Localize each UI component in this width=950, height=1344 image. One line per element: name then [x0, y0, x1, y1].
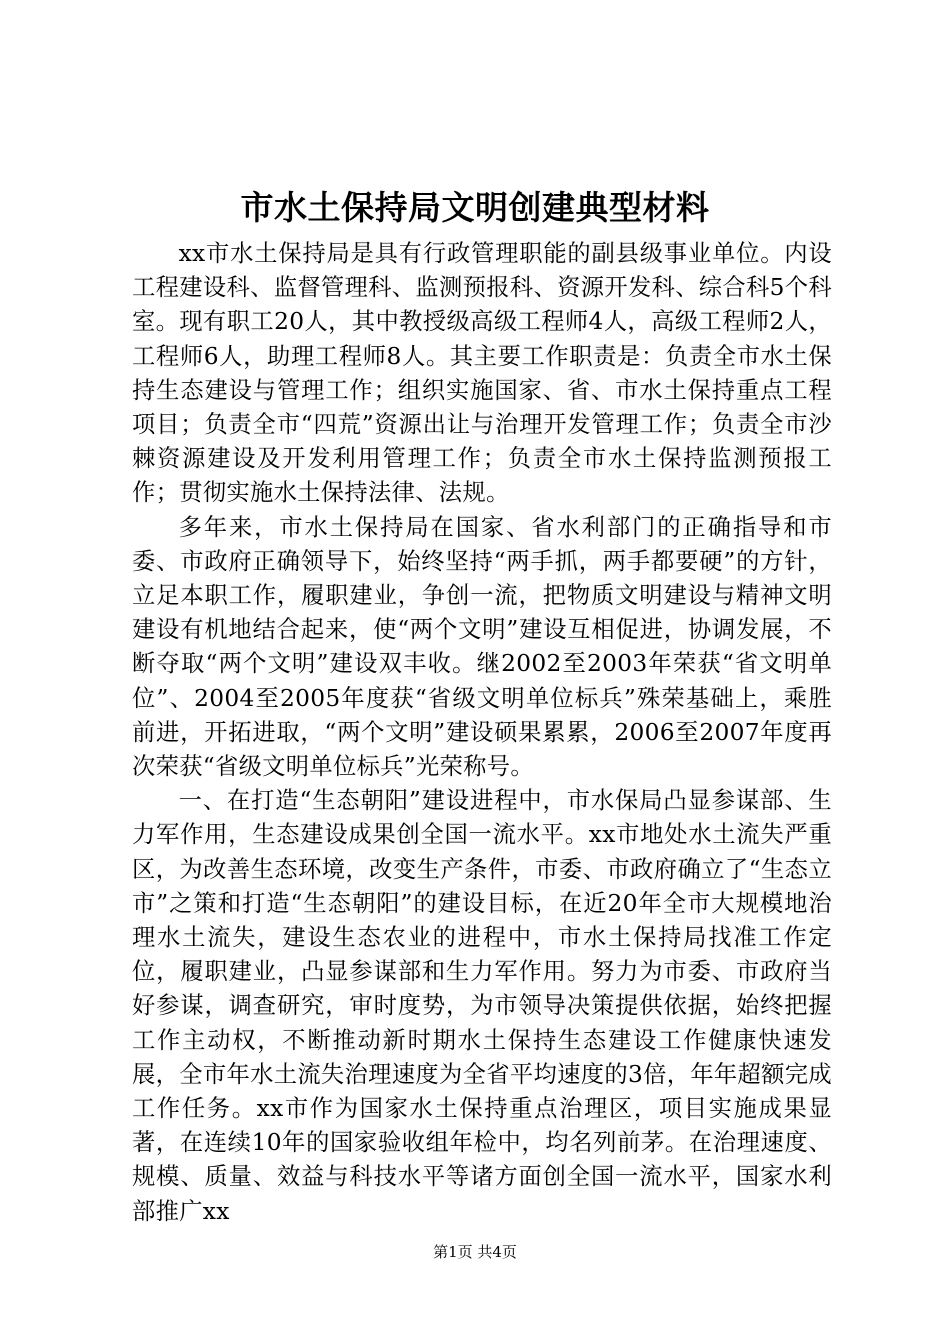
document-body — [132, 237, 832, 1229]
paragraph-achievements: 多年来，市水土保持局在国家、省水利部门的正确指导和市委、市政府正确领导下，始终坚持“两手抓，两手都要硬”的方针，立足本职工作，履职建业，争创一流，把物质文明建设与精神文明建设有机地结合起来，使“两个文明”建设互相促进，协调发展，不断夺取“两个文明”建设双丰收。继2002至2003年荣获“省文明单位”、2004至2005年度获“省级文明单位标兵”殊荣基础上，乘胜前进，开拓进取，“两个文明”建设硕果累累，2006至2007年度再次荣获“省级文明单位标兵”光荣称号。 — [132, 513, 832, 781]
paragraph-section-one: 一、在打造“生态朝阳”建设进程中，市水保局凸显参谋部、生力军作用，生态建设成果创全国一流水平。xx市地处水土流失严重区，为改善生态环境，改变生产条件，市委、市政府确立了“生态立市”之策和打造“生态朝阳”的建设目标，在近20年全市大规模地治理水土流失，建设生态农业的进程中，市水土保持局找准工作定位，履职建业，凸显参谋部和生力军作用。努力为市委、市政府当好参谋，调查研究，审时度势，为市领导决策提供依据，始终把握工作主动权，不断推动新时期水土保持生态建设工作健康快速发展，全市年水土流失治理速度为全省平均速度的3倍，年年超额完成工作任务。xx市作为国家水土保持重点治理区，项目实施成果显著，在连续10年的国家验收组年检中，均名列前茅。在治理速度、规模、质量、效益与科技水平等诸方面创全国一流水平，国家水利部推广xx — [132, 787, 832, 1225]
page-footer: 第1页 共4页 — [433, 1243, 517, 1261]
document-title: 市水土保持局文明创建典型材料 — [240, 188, 710, 227]
paragraph-intro: xx市水土保持局是具有行政管理职能的副县级事业单位。内设工程建设科、监督管理科、监测预报科、资源开发科、综合科5个科室。现有职工20人，其中教授级高级工程师4人，高级工程师2人，工程师6人，助理工程师8人。其主要工作职责是：负责全市水土保持生态建设与管理工作；组织实施国家、省、市水土保持重点工程项目；负责全市“四荒”资源出让与治理开发管理工作；负责全市沙棘资源建设及开发利用管理工作；负责全市水土保持监测预报工作；贯彻实施水土保持法律、法规。 — [132, 240, 832, 507]
